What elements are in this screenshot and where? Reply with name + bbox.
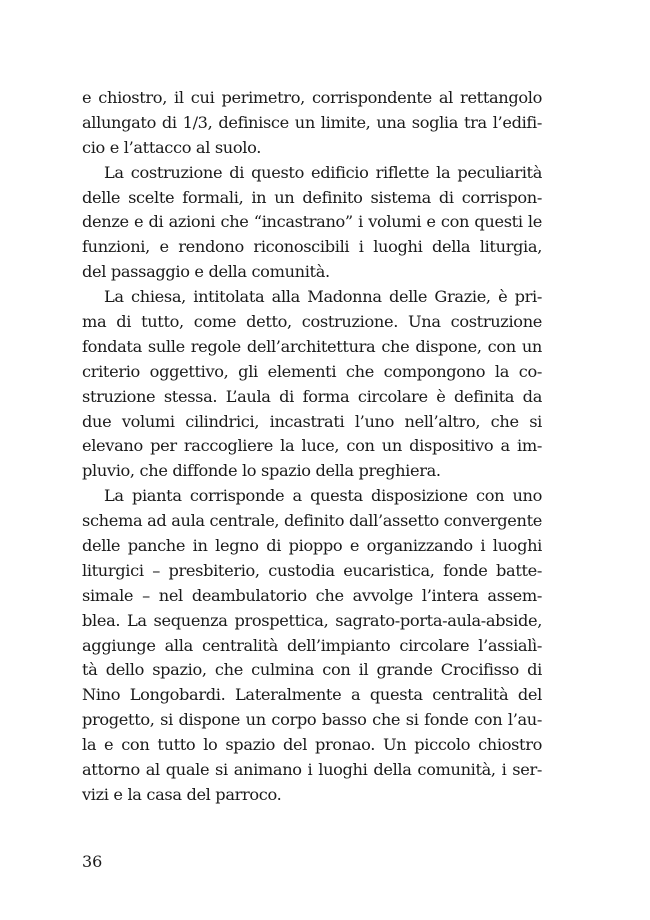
text-line: allungato di 1/3, definisce un limite, una soglia tra l’edifi- <box>82 112 542 132</box>
text-line: la e con tutto lo spazio del pronao. Un piccolo chiostro <box>82 735 542 755</box>
text-line: Nino Longobardi. Lateralmente a questa centralità del <box>82 685 542 705</box>
text-line: schema ad aula centrale, definito dall’assetto convergente <box>82 511 542 531</box>
text-line: funzioni, e rendono riconoscibili i luoghi della liturgia, <box>82 237 542 257</box>
text-line: blea. La sequenza prospettica, sagrato-porta-aula-abside, <box>82 610 542 630</box>
body-text <box>82 86 542 808</box>
text-line: La pianta corrisponde a questa disposizione con uno <box>104 486 542 506</box>
text-line: simale – nel deambulatorio che avvolge l’intera assem- <box>82 585 542 605</box>
text-line: criterio oggettivo, gli elementi che compongono la co- <box>82 361 542 381</box>
text-line: La costruzione di questo edificio riflette la peculiarità <box>104 162 542 182</box>
text-line: due volumi cilindrici, incastrati l’uno nell’altro, che si <box>82 411 542 431</box>
text-line: aggiunge alla centralità dell’impianto circolare l’assialì- <box>82 635 542 655</box>
text-line: struzione stessa. L’aula di forma circolare è definita da <box>82 386 542 406</box>
text-line: e chiostro, il cui perimetro, corrispondente al rettangolo <box>82 88 542 107</box>
text-line: attorno al quale si animano i luoghi della comunità, i ser- <box>82 760 542 780</box>
text-line: fondata sulle regole dell’architettura che dispone, con un <box>82 336 542 356</box>
text-line: vizi e la casa del parroco. <box>82 784 282 804</box>
text-line: cio e l’attacco al suolo. <box>82 137 262 157</box>
text-line: ma di tutto, come detto, costruzione. Una costruzione <box>82 312 542 332</box>
text-line: delle scelte formali, in un definito sistema di corrispon- <box>82 187 542 207</box>
text-line: La chiesa, intitolata alla Madonna delle Grazie, è pri- <box>104 287 542 307</box>
page-number: 36 <box>82 852 103 871</box>
text-line: elevano per raccogliere la luce, con un dispositivo a im- <box>82 436 542 456</box>
text-line: progetto, si dispone un corpo basso che si fonde con l’au- <box>82 710 542 730</box>
text-line: delle panche in legno di pioppo e organizzando i luoghi <box>82 536 542 556</box>
text-line: denze e di azioni che “incastrano” i volumi e con questi le <box>82 212 542 232</box>
text-line: pluvio, che diffonde lo spazio della preghiera. <box>82 461 441 481</box>
text-line: tà dello spazio, che culmina con il grande Crocifisso di <box>82 660 542 680</box>
text-line: liturgici – presbiterio, custodia eucaristica, fonde batte- <box>82 560 542 580</box>
text-line: del passaggio e della comunità. <box>82 262 330 282</box>
